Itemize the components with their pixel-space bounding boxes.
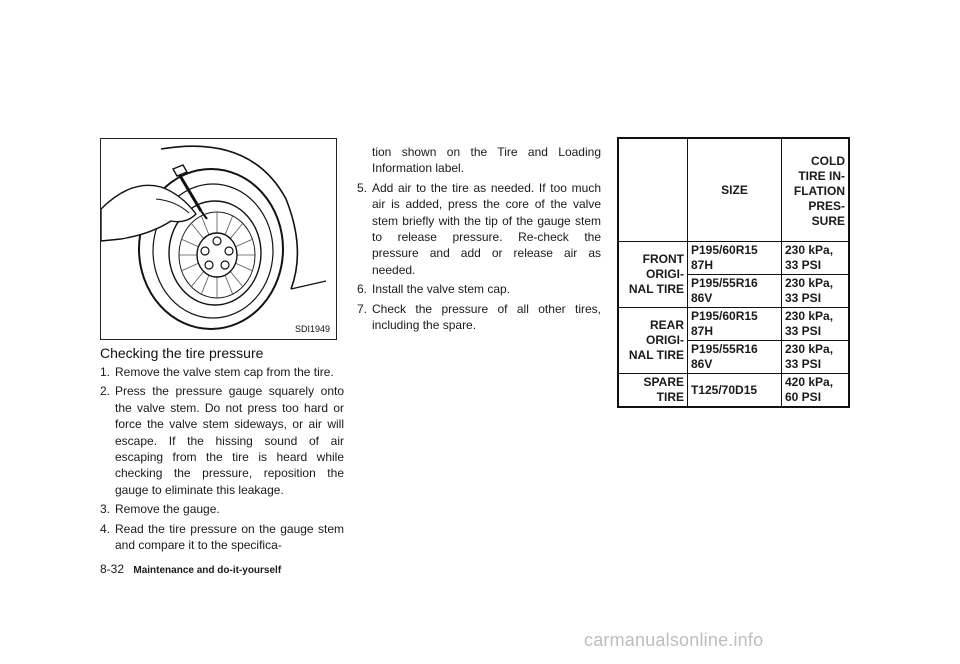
figure-caption: SDI1949 <box>294 324 330 334</box>
table-row <box>618 242 849 275</box>
table-row <box>618 308 849 341</box>
table-cell-pressure: 230 kPa, 33 PSI <box>782 275 850 308</box>
row-header-front: FRONT ORIGI-NAL TIRE <box>618 242 688 308</box>
table-cell-size: P195/55R16 86V <box>688 341 782 374</box>
step-item <box>100 521 344 554</box>
step-item <box>357 301 601 334</box>
table-cell-size: P195/55R16 86V <box>688 275 782 308</box>
step-number: 6. <box>357 282 368 297</box>
step-item <box>357 180 601 278</box>
section-heading: Checking the tire pressure <box>100 345 264 361</box>
step-item <box>357 281 601 297</box>
table-header-blank <box>618 138 688 242</box>
table-row <box>618 374 849 408</box>
step-continuation: tion shown on the Tire and Loading Information label. <box>372 145 601 176</box>
table-cell-pressure: 230 kPa, 33 PSI <box>782 341 850 374</box>
step-text: Check the pressure of all other tires, including the spare. <box>372 301 601 333</box>
table-cell-size: T125/70D15 <box>688 374 782 408</box>
steps-column-2 <box>357 144 601 336</box>
wheel-drawing <box>101 139 336 339</box>
step-text: Add air to the tire as needed. If too much air is added, press the core of the valve stem briefly with the tip of the gauge stem to release pressure. Re-check the pressure and add or release air as needed. <box>372 180 601 277</box>
step-number: 2. <box>100 384 111 399</box>
step-text: Remove the valve stem cap from the tire. <box>115 365 334 379</box>
step-text: Read the tire pressure on the gauge stem and compare it to the specifica- <box>115 521 344 553</box>
table-header-pressure: COLD TIRE IN-FLATION PRES-SURE <box>782 138 850 242</box>
row-header-rear: REAR ORIGI-NAL TIRE <box>618 308 688 374</box>
step-number: 5. <box>357 180 368 195</box>
steps-column-1 <box>100 364 344 556</box>
step-number: 3. <box>100 502 111 517</box>
table-cell-pressure: 230 kPa, 33 PSI <box>782 242 850 275</box>
step-item <box>100 364 344 380</box>
watermark-text: carmanualsonline.info <box>584 630 764 650</box>
table-cell-pressure: 230 kPa, 33 PSI <box>782 308 850 341</box>
page-number: 8-32 <box>100 562 125 576</box>
page-footer <box>100 562 281 576</box>
row-header-spare: SPARE TIRE <box>618 374 688 408</box>
step-item <box>100 383 344 498</box>
step-number: 7. <box>357 301 368 316</box>
step-number: 4. <box>100 521 111 536</box>
tire-gauge-illustration <box>100 138 337 340</box>
table-cell-size: P195/60R15 87H <box>688 308 782 341</box>
table-header-row <box>618 138 849 242</box>
step-text: Install the valve stem cap. <box>372 282 511 297</box>
section-name: Maintenance and do-it-yourself <box>133 565 282 576</box>
tire-pressure-table <box>617 137 850 408</box>
step-item <box>100 501 344 517</box>
table-cell-pressure: 420 kPa, 60 PSI <box>782 374 850 408</box>
table-cell-size: P195/60R15 87H <box>688 242 782 275</box>
step-text: Press the pressure gauge squarely onto the valve stem. Do not press too hard or force the valve stem sideways, or air will escape. If the hissing sound of air escaping from the tire is heard while checking the pressure, reposition the gauge to eliminate this leakage. <box>115 384 344 497</box>
step-text: Remove the gauge. <box>115 502 220 517</box>
step-number: 1. <box>100 365 111 379</box>
table-header-size: SIZE <box>688 138 782 242</box>
